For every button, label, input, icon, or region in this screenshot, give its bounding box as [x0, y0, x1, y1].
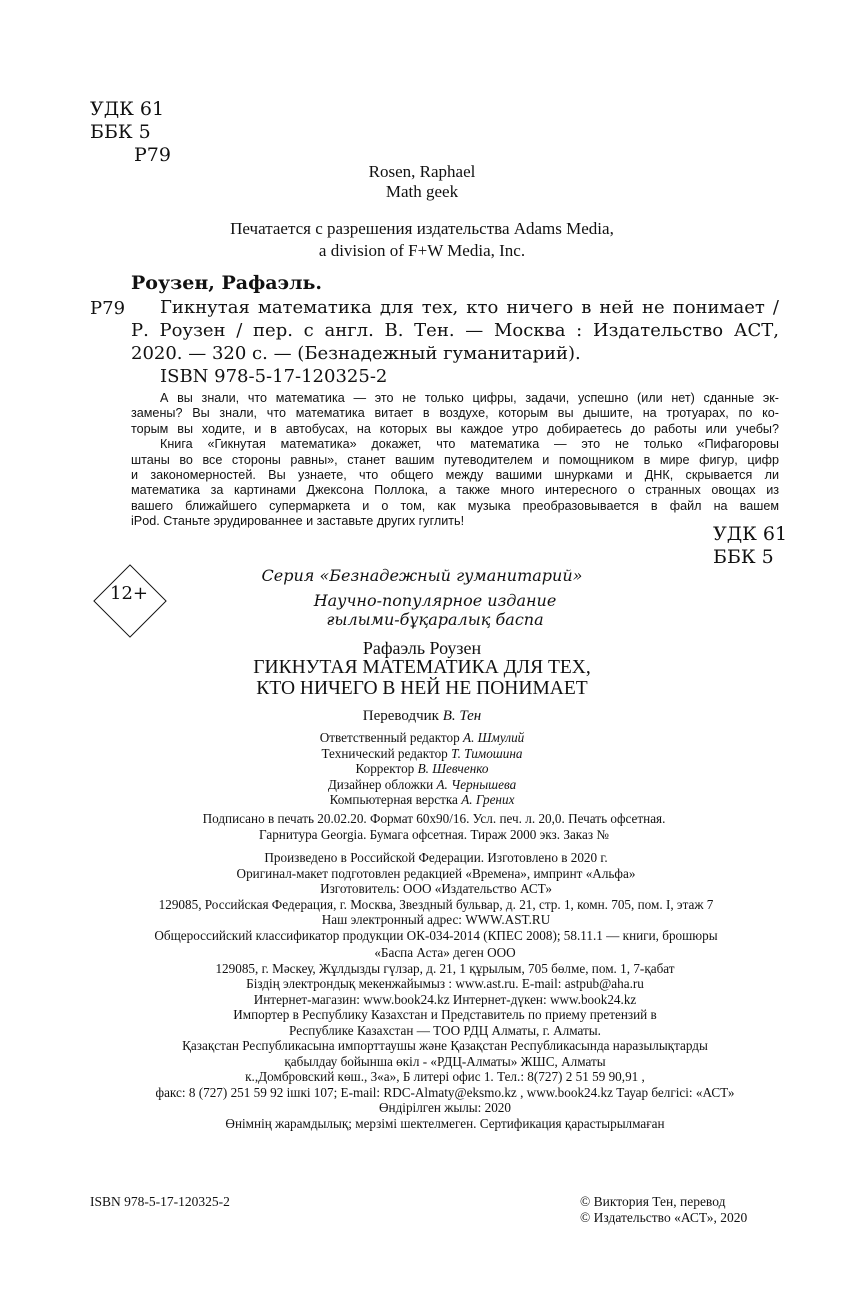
abstract-line: Книга «Гикнутая математика» докажет, что математика — это не только «Пифагоровы — [160, 437, 779, 452]
imprint-line: Гарнитура Georgia. Бумага офсетная. Тираж 2000 экз. Заказ № — [259, 826, 609, 842]
classification-bottom — [713, 523, 787, 569]
abstract-line: торым вы ходите, и в автобусах, на которых вы каждое утро добираетесь до работы или учебы? — [131, 421, 779, 436]
translator — [0, 708, 844, 725]
copyright-block — [580, 1194, 747, 1226]
credit-role: Дизайнер обложки — [327, 776, 434, 792]
permission-line-2: a division of F+W Media, Inc. — [318, 241, 526, 260]
credit-name: А. Шмулий — [463, 730, 525, 745]
udk-code-bottom: УДК 61 — [713, 523, 788, 545]
kz-line: Біздің электрондық мекенжайымыз : www.ast.ru. E-mail: astpub@aha.ru — [246, 976, 644, 991]
credit-row — [0, 777, 844, 793]
bib-line-2: Р. Роузен / пер. с англ. В. Тен. — Москва : Издательство АСТ, — [131, 320, 779, 341]
book-title-line-2: КТО НИЧЕГО В НЕЙ НЕ ПОНИМАЕТ — [256, 678, 588, 699]
genre-block — [0, 591, 844, 629]
production-line: 129085, Российская Федерация, г. Москва, Звездный бульвар, д. 21, стр. 1, комн. 705, пом. I, этаж 7 — [158, 896, 714, 912]
abstract-line: вашего ближайшего супермаркета и о том, как музыка преобразовывается в файл на вашем — [131, 498, 779, 513]
kz-line: Өнімнің жарамдылық; мерзімі шектелмеген. Сертификация қарастырылмаған — [225, 1115, 665, 1131]
abstract-line: и закономерностей. Вы узнаете, что общего между вашими шнурками и ДНК, скрывается ли — [131, 468, 779, 483]
credit-name: Т. Тимошина — [451, 745, 523, 761]
production-line: Наш электронный адрес: WWW.AST.RU — [321, 912, 551, 927]
credit-row — [0, 792, 844, 808]
abstract-line: iPod. Станьте эрудированнее и заставьте других гуглить! — [131, 514, 465, 529]
bbk-code: ББК 5 — [90, 121, 151, 143]
book-title-line-1: ГИКНУТАЯ МАТЕМАТИКА ДЛЯ ТЕХ, — [253, 657, 591, 678]
bibliographic-author-mark: Р79 — [90, 298, 126, 319]
kz-line: Өндірілген жылы: 2020 — [379, 1100, 511, 1115]
author-heading: Роузен, Рафаэль. — [131, 272, 322, 294]
book-author: Рафаэль Роузен — [362, 638, 482, 658]
udk-code: УДК 61 — [90, 98, 165, 120]
translator-role: Переводчик — [362, 708, 439, 724]
copyright-translation: © Виктория Тен, перевод — [580, 1194, 726, 1209]
genre-kz: ғылыми-бұқаралық баспа — [326, 610, 544, 629]
book-title — [0, 657, 844, 699]
production-line: Общероссийский классификатор продукции ОК-034-2014 (КПЕС 2008); 58.11.1 — книги, брошюры — [154, 927, 718, 943]
abstract-line: штаны во все стороны равны», станет вашим путеводителем и помощником в мире фигур, цифр — [131, 452, 779, 467]
print-details — [0, 811, 844, 842]
kz-line: 129085, г. Мәскеу, Жұлдызды гүлзар, д. 21, 1 құрылым, 705 бөлме, пом. 1, 7-қабат — [215, 960, 675, 976]
kz-line: Интернет-магазин: www.book24.kz Интернет-дүкен: www.book24.kz — [253, 991, 637, 1007]
translator-name: В. Тен — [442, 708, 482, 724]
copyright-publisher: © Издательство «АСТ», 2020 — [580, 1210, 748, 1225]
abstract-line: замены? Вы знали, что математика витает в воздухе, которым вы дышите, на тротуарах, по ко- — [131, 406, 779, 421]
abstract — [131, 391, 779, 530]
credit-role: Компьютерная верстка — [329, 792, 458, 807]
abstract-line: А вы знали, что математика — это не только цифры, задачи, успешно (или нет) сданные эк- — [160, 391, 779, 405]
kz-line: «Баспа Аста» деген ООО — [374, 945, 516, 960]
credit-role: Корректор — [355, 761, 415, 776]
classification-block — [90, 98, 171, 167]
credit-row — [0, 761, 844, 777]
bib-line-1: Гикнутая математика для тех, кто ничего в ней не понимает / — [160, 297, 779, 318]
credits — [0, 730, 844, 808]
kazakhstan-info — [0, 945, 844, 1131]
production-line: Оригинал-макет подготовлен редакцией «Времена», импринт «Альфа» — [236, 865, 636, 881]
author-mark: Р79 — [134, 144, 171, 166]
credit-row — [0, 746, 844, 762]
abstract-line: математика за картинами Джексона Поллока, а также много интересного о странных овощах из — [131, 483, 779, 498]
kz-line: қабылдау бойынша өкіл - «РДЦ-Алматы» ЖШС, Алматы — [284, 1053, 606, 1069]
footer-isbn: ISBN 978-5-17-120325-2 — [90, 1194, 230, 1209]
permission-note — [0, 218, 844, 262]
original-author: Rosen, Raphael — [368, 162, 476, 181]
age-rating: 12+ — [110, 583, 148, 604]
production-info — [0, 850, 844, 943]
bbk-code-bottom: ББК 5 — [713, 546, 774, 568]
credit-name: А. Грених — [461, 792, 515, 807]
original-edition — [0, 162, 844, 202]
original-title: Math geek — [385, 182, 459, 201]
credit-role: Технический редактор — [321, 745, 448, 761]
credit-row — [0, 730, 844, 746]
bibliographic-description — [131, 296, 779, 365]
kz-line: Республике Казахстан — ТОО РДЦ Алматы, г. Алматы. — [289, 1022, 601, 1038]
production-line: Произведено в Российской Федерации. Изготовлено в 2020 г. — [264, 850, 608, 865]
imprint-line: Подписано в печать 20.02.20. Формат 60х90/16. Усл. печ. л. 20,0. Печать офсетная. — [202, 811, 666, 826]
genre-ru: Научно-популярное издание — [313, 591, 557, 610]
kz-line: Импортер в Республику Казахстан и Представитель по приему претензий в — [233, 1007, 657, 1022]
credit-name: В. Шевченко — [417, 761, 489, 776]
permission-line-1: Печатается с разрешения издательства Adams Media, — [230, 219, 614, 238]
kz-line: к.,Домбровский көш., 3«а», Б литері офис 1. Тел.: 8(727) 2 51 59 90,91 , — [245, 1069, 645, 1084]
kz-line: Қазақстан Республикасына импорттаушы және Қазақстан Республикасында наразылықтарды — [182, 1038, 708, 1053]
kz-line: факс: 8 (727) 251 59 92 ішкі 107; E-mail: RDC-Almaty@eksmo.kz , www.book24.kz Тауар белгісі: «АСТ» — [155, 1084, 735, 1100]
bib-line-3: 2020. — 320 с. — (Безнадежный гуманитарий). — [131, 343, 581, 364]
credit-name: А. Чернышева — [436, 776, 517, 792]
isbn-record: ISBN 978-5-17-120325-2 — [160, 366, 388, 387]
production-line: Изготовитель: ООО «Издательство АСТ» — [320, 881, 552, 896]
series-title: Серия «Безнадежный гуманитарий» — [261, 566, 583, 585]
credit-role: Ответственный редактор — [319, 730, 460, 745]
